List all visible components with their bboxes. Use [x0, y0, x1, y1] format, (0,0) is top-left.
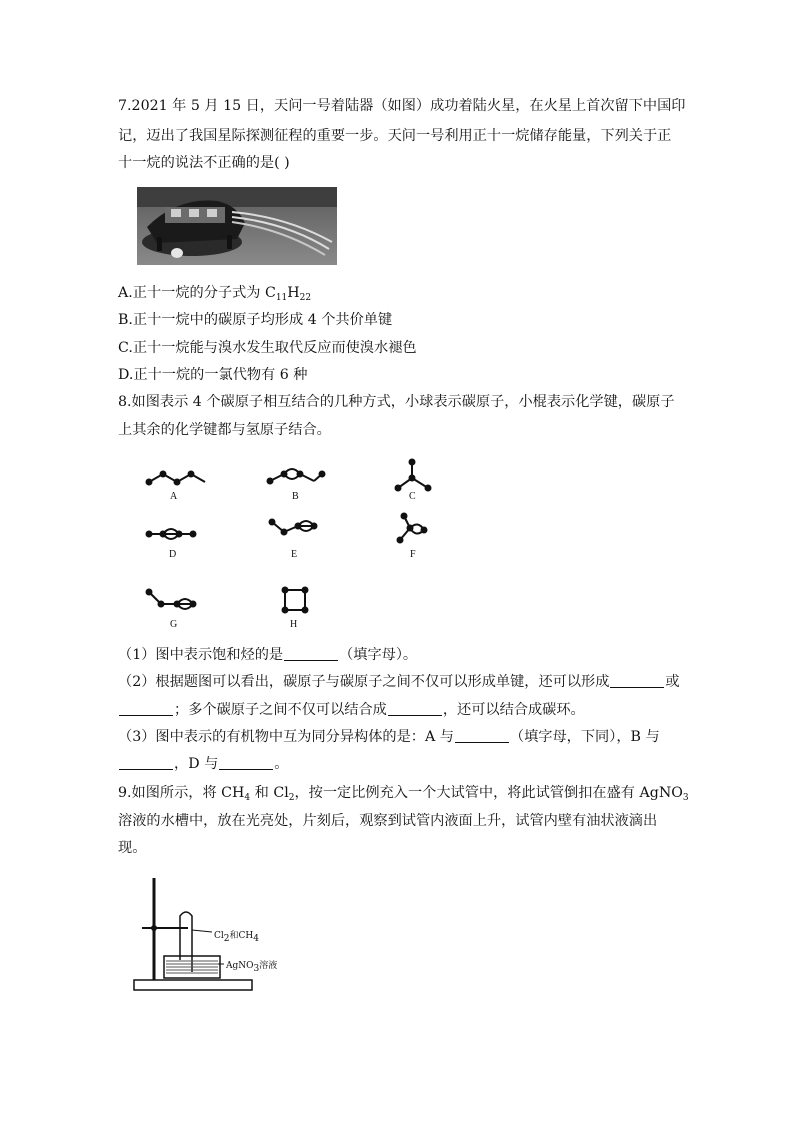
q9-stem-line1: 9.如图所示，将 $CH_4$ 和 $Cl_2$，按一定比例充入一个大试管中，将此试管倒扣在盛有 AgNO$_3$	[118, 785, 689, 803]
molecule-d	[143, 522, 213, 550]
q7-stem-line2: 记，迈出了我国星际探测征程的重要一步。天问一号利用正十一烷储存能量，下列关于正	[118, 128, 672, 144]
q8-part1: （1）图中表示饱和烃的是 （填字母）。	[118, 647, 418, 663]
answer-blank[interactable]	[388, 701, 442, 716]
q7-option-b: B.正十一烷中的碳原子均形成 4 个共价单键	[118, 312, 393, 328]
answer-blank[interactable]	[455, 728, 509, 743]
molecule-a	[143, 466, 213, 496]
solution-label: AgNO$_3$溶液	[226, 961, 278, 974]
molecule-label-a: A	[170, 491, 178, 502]
molecule-g	[143, 586, 213, 620]
molecule-b	[264, 464, 334, 494]
gas-label: $Cl_2$和$CH_4$	[214, 931, 259, 944]
q8-part2-line1: （2）根据题图可以看出，碳原子与碳原子之间不仅可以形成单键，还可以形成 或	[118, 674, 680, 690]
answer-blank[interactable]	[284, 646, 338, 661]
answer-blank[interactable]	[610, 673, 664, 688]
answer-blank[interactable]	[119, 755, 173, 770]
q7-stem-line3: 十一烷的说法不正确的是( )	[118, 155, 290, 171]
molecule-label-h: H	[290, 619, 298, 630]
molecule-c	[392, 458, 442, 498]
molecule-e	[266, 516, 336, 548]
molecule-label-e: E	[291, 549, 298, 560]
mars-lander-photo	[137, 187, 337, 265]
molecule-label-g: G	[170, 619, 178, 630]
molecule-f	[394, 512, 438, 550]
q7-option-c: C.正十一烷能与溴水发生取代反应而使溴水褪色	[118, 340, 417, 356]
answer-blank[interactable]	[219, 755, 273, 770]
molecule-h	[279, 584, 311, 620]
apparatus-diagram	[128, 872, 288, 1004]
q8-stem-line2: 上其余的化学键都与氢原子结合。	[118, 422, 331, 438]
q7-option-a: A.正十一烷的分子式为 $C_{11}H_{22}$	[118, 285, 312, 303]
q8-part3-line2: ，D 与 。	[118, 754, 288, 774]
molecule-label-c: C	[409, 491, 416, 502]
q7-stem-line1: 7.2021 年 5 月 15 日，天问一号着陆器（如图）成功着陆火星，在火星上首次留下中国印	[118, 98, 686, 114]
q8-part3-line1: （3）图中表示的有机物中互为同分异构体的是：A 与 （填字母，下同），B 与	[118, 729, 660, 745]
q7-option-d: D.正十一烷的一氯代物有 6 种	[118, 367, 308, 383]
q8-part2-line2: ；多个碳原子之间不仅可以结合成 ，还可以结合成碳环。	[118, 700, 585, 720]
q9-stem-line3: 现。	[118, 840, 147, 856]
q8-stem-line1: 8.如图表示 4 个碳原子相互结合的几种方式，小球表示碳原子，小棍表示化学键，碳原子	[118, 394, 675, 410]
molecule-label-b: B	[292, 491, 299, 502]
molecule-label-f: F	[410, 549, 416, 560]
answer-blank[interactable]	[119, 701, 173, 716]
q9-stem-line2: 溶液的水槽中，放在光亮处，片刻后，观察到试管内液面上升，试管内壁有油状液滴出	[118, 813, 658, 829]
molecule-label-d: D	[169, 549, 177, 560]
